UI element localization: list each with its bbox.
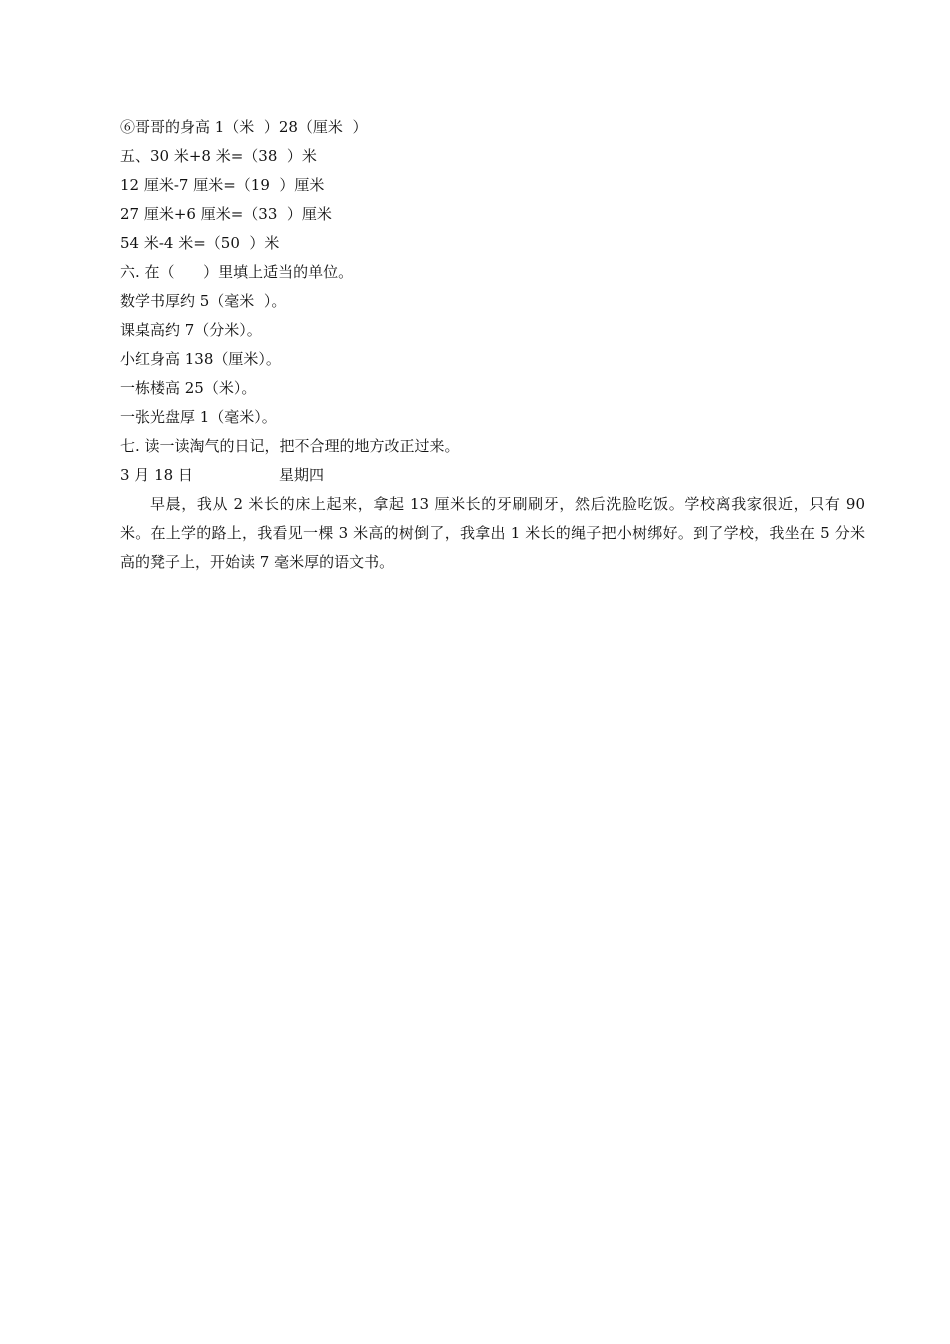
section-six-item-5: 一张光盘厚 1（毫米）。	[120, 408, 277, 426]
diary-date: 3 月 18 日	[120, 466, 193, 484]
section-five-line-2: 12 厘米-7 厘米=（19 ）厘米	[120, 176, 325, 194]
section-six-item-1: 数学书厚约 5（毫米 ）。	[120, 292, 287, 310]
section-five-line-4: 54 米-4 米=（50 ）米	[120, 234, 280, 252]
document-content	[120, 113, 865, 577]
diary-weekday: 星期四	[278, 466, 324, 484]
section-six-item-2: 课桌高约 7（分米）。	[120, 321, 262, 339]
section-six-item-4: 一栋楼高 25（米）。	[120, 379, 257, 397]
diary-paragraph: 早晨，我从 2 米长的床上起来，拿起 13 厘米长的牙刷刷牙，然后洗脸吃饭。学校离我家很近，只有 90 米。在上学的路上，我看见一棵 3 米高的树倒了，我拿出 1 米长的绳子把小树绑好。到了学校，我坐在 5 分米高的凳子上，开始读 7 毫米厚的语文书。	[120, 495, 865, 571]
question-line-brother-height: ⑥哥哥的身高 1（米 ）28（厘米 ）	[120, 118, 368, 136]
diary-header	[120, 461, 865, 490]
section-five-line-3: 27 厘米+6 厘米=（33 ）厘米	[120, 205, 332, 223]
section-five-line-1: 五、30 米+8 米=（38 ）米	[120, 147, 317, 165]
section-six-heading: 六. 在（ ）里填上适当的单位。	[120, 263, 354, 281]
section-six-item-3: 小红身高 138（厘米）。	[120, 350, 281, 368]
section-seven-heading: 七. 读一读淘气的日记，把不合理的地方改正过来。	[120, 437, 460, 455]
